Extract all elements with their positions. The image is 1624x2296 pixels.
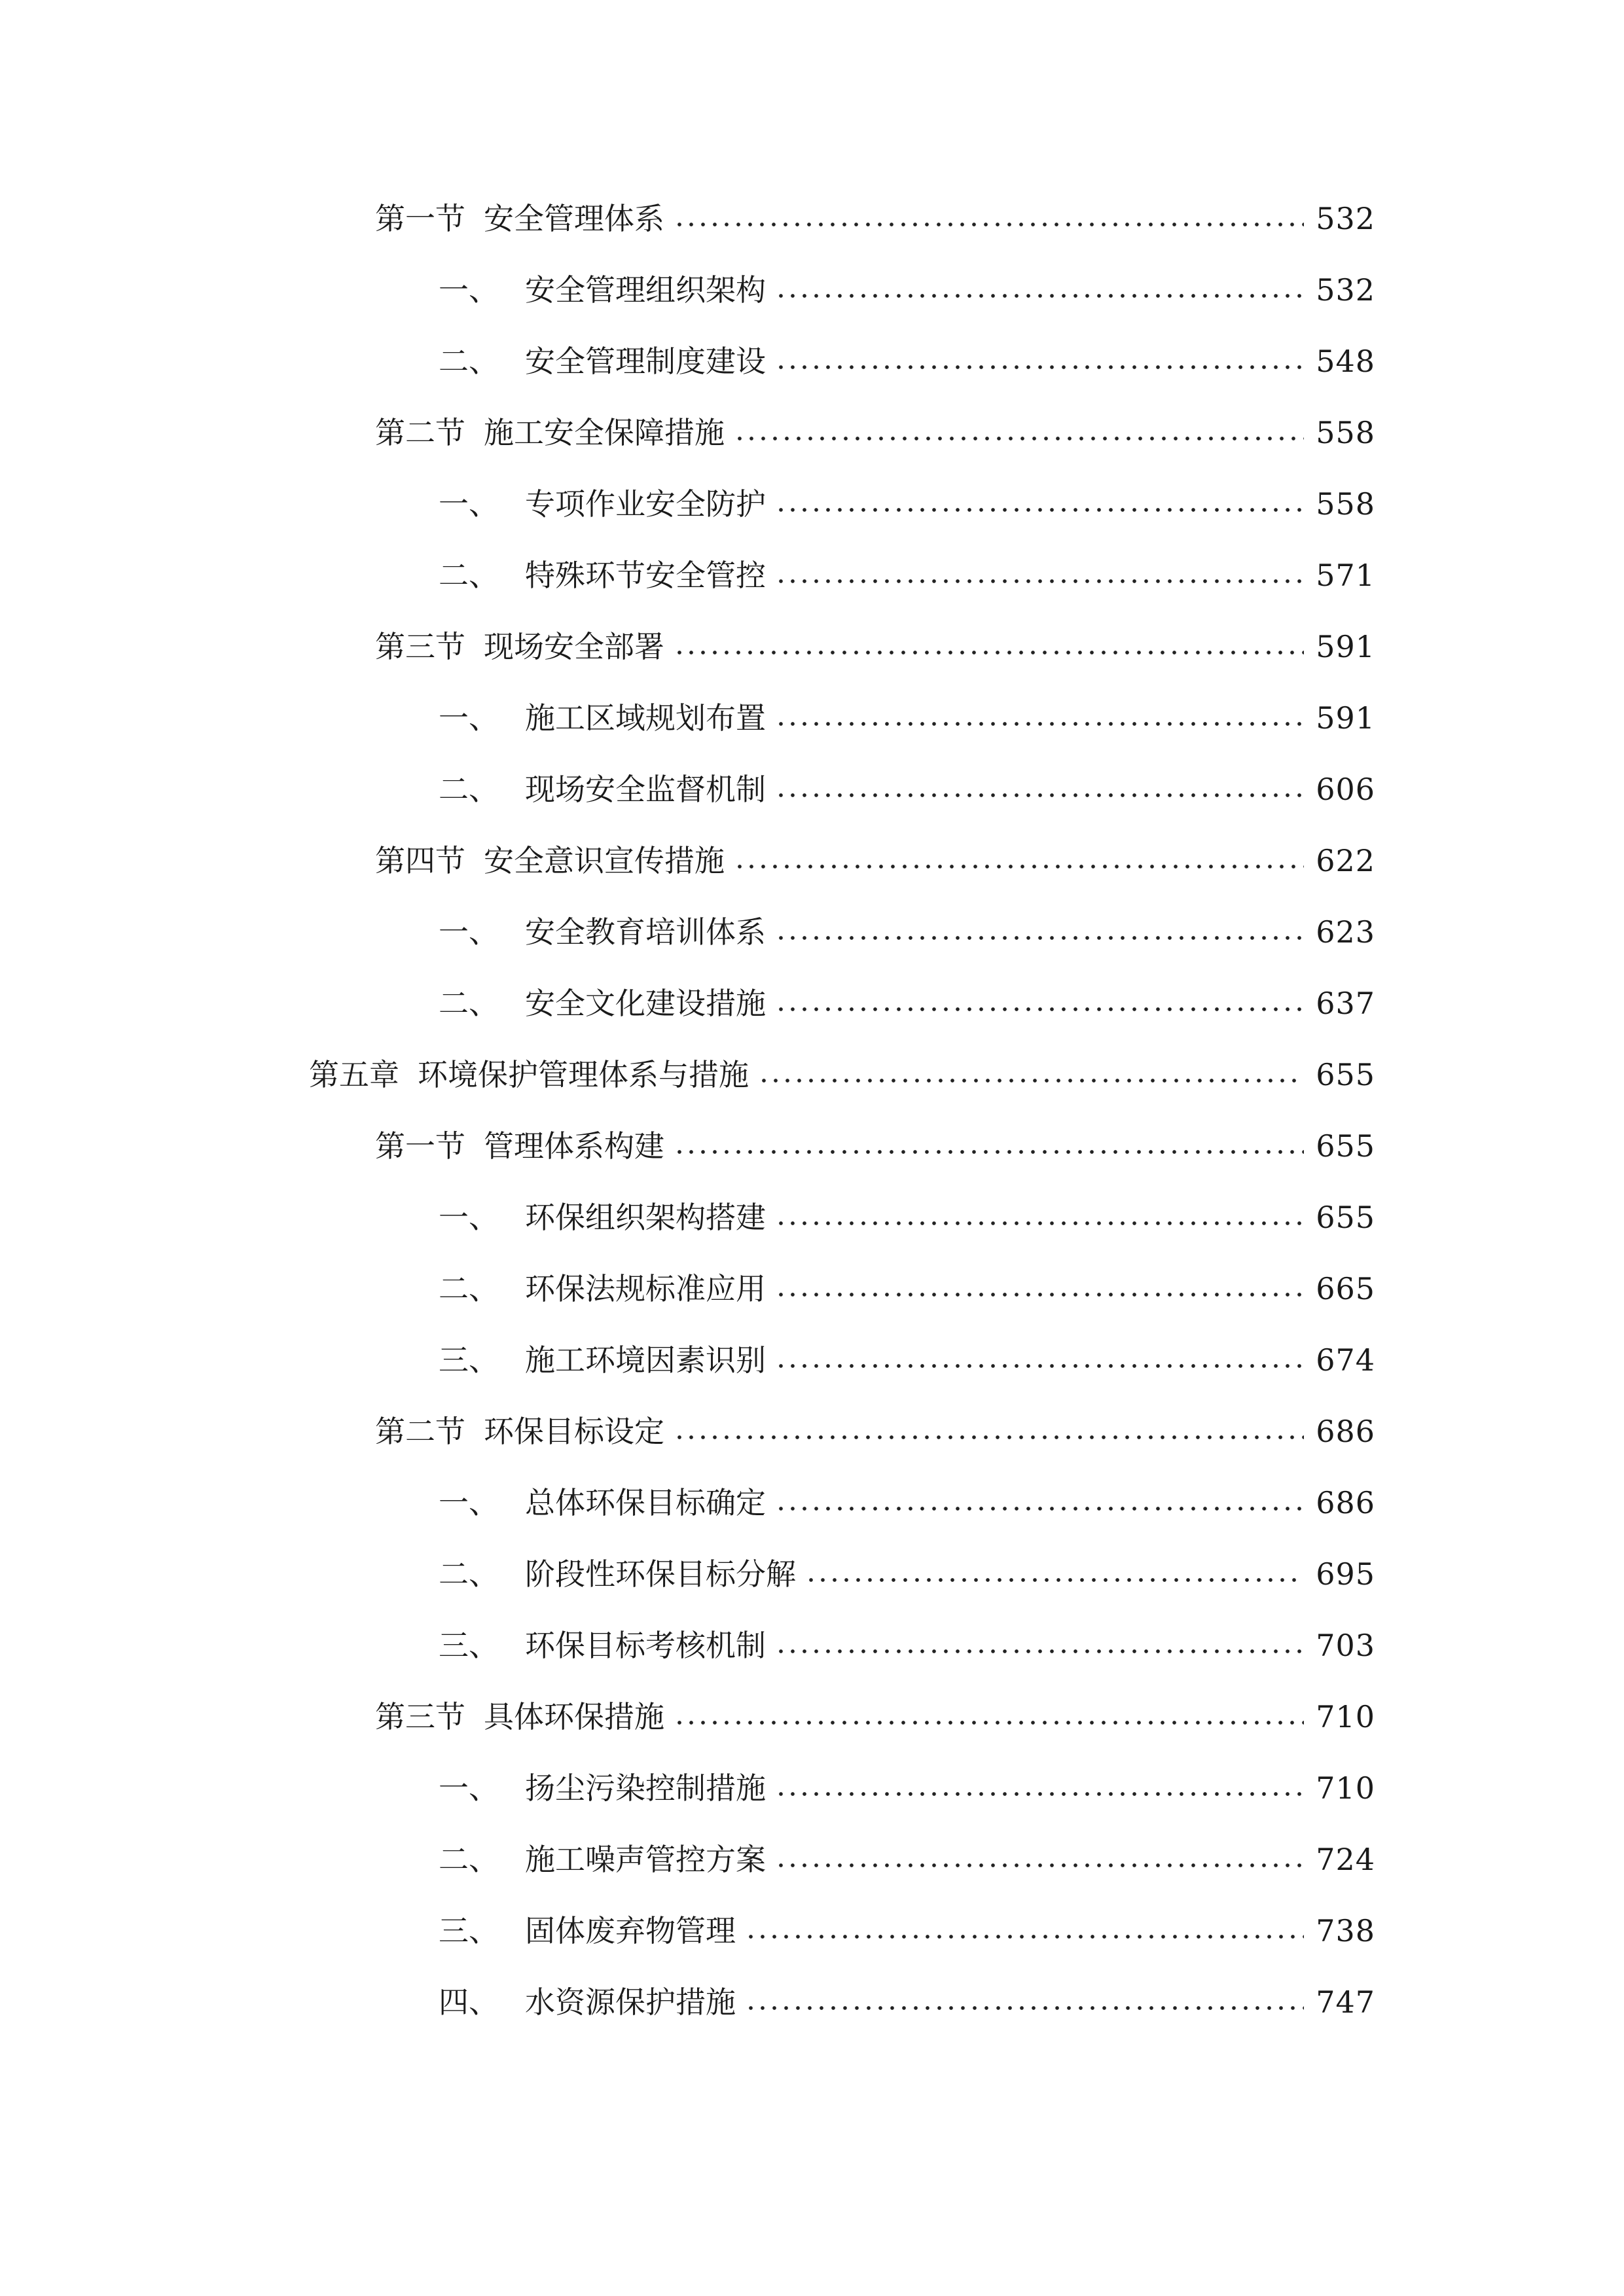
toc-entry-number: 第三节 xyxy=(375,1699,465,1734)
toc-entry-title: 扬尘污染控制措施 xyxy=(525,1770,766,1806)
dot-leader xyxy=(775,549,1304,601)
toc-entry-page: 548 xyxy=(1316,344,1375,379)
dot-leader xyxy=(775,478,1304,530)
toc-entry[interactable] xyxy=(439,1905,1375,1957)
toc-entry-number: 第三节 xyxy=(375,629,465,664)
toc-entry-title: 现场安全部署 xyxy=(484,629,664,664)
toc-entry-number: 第四节 xyxy=(375,843,465,878)
toc-entry-title: 施工噪声管控方案 xyxy=(525,1842,766,1877)
toc-entry-number: 三、 xyxy=(439,1628,499,1663)
toc-entry-page: 655 xyxy=(1316,1200,1375,1235)
toc-entry[interactable] xyxy=(309,1049,1375,1101)
toc-entry-row xyxy=(0,1120,1624,1172)
toc-entry-number: 二、 xyxy=(439,1556,499,1592)
toc-entry-row xyxy=(0,1833,1624,1886)
toc-entry[interactable] xyxy=(439,1191,1375,1244)
toc-entry-number: 四、 xyxy=(439,1984,499,2020)
toc-entry-page: 606 xyxy=(1316,772,1375,807)
toc-entry-title: 阶段性环保目标分解 xyxy=(525,1556,796,1592)
toc-entry-page: 686 xyxy=(1316,1414,1375,1449)
toc-entry-number: 二、 xyxy=(439,344,499,379)
dot-leader xyxy=(775,1833,1304,1886)
toc-entry-title: 现场安全监督机制 xyxy=(525,772,766,807)
dot-leader xyxy=(734,406,1304,459)
toc-entry[interactable] xyxy=(439,478,1375,530)
toc-entry-row xyxy=(0,1691,1624,1743)
toc-entry-title: 环保组织架构搭建 xyxy=(525,1200,766,1235)
toc-entry[interactable] xyxy=(375,620,1375,673)
toc-entry[interactable] xyxy=(439,906,1375,958)
toc-entry-title: 安全管理组织架构 xyxy=(525,272,766,308)
toc-entry-row xyxy=(0,1548,1624,1600)
toc-entry-row xyxy=(0,692,1624,744)
dot-leader xyxy=(775,763,1304,816)
toc-entry-page: 637 xyxy=(1316,986,1375,1021)
toc-entry-row xyxy=(0,620,1624,673)
toc-entry-row xyxy=(0,1049,1624,1101)
dot-leader xyxy=(775,1619,1304,1672)
toc-entry-title: 特殊环节安全管控 xyxy=(525,558,766,593)
toc-entry-number: 一、 xyxy=(439,272,499,308)
toc-entry-row xyxy=(0,1976,1624,2028)
toc-entry-page: 558 xyxy=(1316,415,1375,450)
toc-entry-page: 558 xyxy=(1316,486,1375,522)
toc-entry-page: 665 xyxy=(1316,1271,1375,1306)
toc-entry-number: 第一节 xyxy=(375,201,465,236)
toc-entry[interactable] xyxy=(439,1263,1375,1315)
toc-entry-number: 一、 xyxy=(439,486,499,522)
toc-entry-row xyxy=(0,1905,1624,1957)
dot-leader xyxy=(775,264,1304,316)
toc-entry[interactable] xyxy=(375,1120,1375,1172)
toc-entry-row xyxy=(0,1477,1624,1529)
toc-entry[interactable] xyxy=(439,1976,1375,2028)
toc-entry-title: 安全管理体系 xyxy=(484,201,664,236)
dot-leader xyxy=(775,1334,1304,1386)
toc-entry-number: 一、 xyxy=(439,914,499,950)
toc-entry-number: 一、 xyxy=(439,1485,499,1520)
toc-entry-number: 第一节 xyxy=(375,1128,465,1164)
dot-leader xyxy=(775,692,1304,744)
toc-entry-title: 管理体系构建 xyxy=(484,1128,664,1164)
dot-leader xyxy=(775,1477,1304,1529)
toc-entry-title: 施工安全保障措施 xyxy=(484,415,725,450)
toc-entry-page: 571 xyxy=(1316,558,1375,593)
toc-entry-page: 695 xyxy=(1316,1556,1375,1592)
toc-entry-row xyxy=(0,906,1624,958)
toc-entry-title: 环保目标设定 xyxy=(484,1414,664,1449)
toc-entry-row xyxy=(0,834,1624,887)
dot-leader xyxy=(674,1120,1304,1172)
toc-entry-title: 环保法规标准应用 xyxy=(525,1271,766,1306)
toc-entry-number: 二、 xyxy=(439,772,499,807)
toc-entry-number: 二、 xyxy=(439,1842,499,1877)
toc-entry[interactable] xyxy=(375,1405,1375,1458)
dot-leader xyxy=(734,834,1304,887)
toc-entry-number: 三、 xyxy=(439,1913,499,1948)
toc-entry-page: 710 xyxy=(1316,1699,1375,1734)
toc-entry[interactable] xyxy=(439,977,1375,1030)
toc-entry-page: 738 xyxy=(1316,1913,1375,1948)
toc-entry-title: 安全意识宣传措施 xyxy=(484,843,725,878)
toc-entry-row xyxy=(0,264,1624,316)
toc-entry[interactable] xyxy=(439,763,1375,816)
toc-entry-number: 二、 xyxy=(439,558,499,593)
dot-leader xyxy=(775,1191,1304,1244)
toc-entry-row xyxy=(0,1405,1624,1458)
toc-entry-title: 施工区域规划布置 xyxy=(525,700,766,736)
toc-entry[interactable] xyxy=(439,1833,1375,1886)
toc-entry-number: 第二节 xyxy=(375,415,465,450)
toc-entry-page: 686 xyxy=(1316,1485,1375,1520)
dot-leader xyxy=(775,1263,1304,1315)
toc-entry[interactable] xyxy=(375,406,1375,459)
toc-entry-title: 水资源保护措施 xyxy=(525,1984,736,2020)
toc-entry-page: 703 xyxy=(1316,1628,1375,1663)
toc-entry-row xyxy=(0,1762,1624,1814)
toc-entry-row xyxy=(0,1334,1624,1386)
toc-entry[interactable] xyxy=(375,834,1375,887)
toc-entry-row xyxy=(0,763,1624,816)
dot-leader xyxy=(775,906,1304,958)
dot-leader xyxy=(674,1405,1304,1458)
toc-entry[interactable] xyxy=(439,549,1375,601)
toc-entry-page: 591 xyxy=(1316,700,1375,736)
toc-entry[interactable] xyxy=(439,1619,1375,1672)
toc-entry-title: 具体环保措施 xyxy=(484,1699,664,1734)
toc-entry-page: 674 xyxy=(1316,1342,1375,1378)
dot-leader xyxy=(674,620,1304,673)
toc-entry-title: 固体废弃物管理 xyxy=(525,1913,736,1948)
toc-entry-page: 623 xyxy=(1316,914,1375,950)
toc-entry-row xyxy=(0,549,1624,601)
toc-entry-page: 724 xyxy=(1316,1842,1375,1877)
toc-entry[interactable] xyxy=(439,264,1375,316)
dot-leader xyxy=(758,1049,1304,1101)
toc-entry-row xyxy=(0,1263,1624,1315)
toc-entry-number: 二、 xyxy=(439,1271,499,1306)
toc-entry-page: 655 xyxy=(1316,1057,1375,1092)
toc-entry-number: 三、 xyxy=(439,1342,499,1378)
toc-entry-number: 一、 xyxy=(439,700,499,736)
toc-entry[interactable] xyxy=(375,192,1375,245)
toc-entry-page: 655 xyxy=(1316,1128,1375,1164)
toc-entry-page: 622 xyxy=(1316,843,1375,878)
toc-entry-number: 第二节 xyxy=(375,1414,465,1449)
dot-leader xyxy=(775,1762,1304,1814)
toc-entry-title: 安全教育培训体系 xyxy=(525,914,766,950)
toc-entry-number: 一、 xyxy=(439,1770,499,1806)
dot-leader xyxy=(745,1976,1304,2028)
toc-entry[interactable] xyxy=(439,1334,1375,1386)
toc-entry[interactable] xyxy=(439,1477,1375,1529)
toc-entry-page: 532 xyxy=(1316,201,1375,236)
toc-entry-number: 一、 xyxy=(439,1200,499,1235)
toc-entry-title: 专项作业安全防护 xyxy=(525,486,766,522)
toc-entry-row xyxy=(0,406,1624,459)
dot-leader xyxy=(745,1905,1304,1957)
dot-leader xyxy=(775,977,1304,1030)
toc-entry-row xyxy=(0,335,1624,387)
toc-entry[interactable] xyxy=(439,1548,1375,1600)
toc-entry[interactable] xyxy=(439,1762,1375,1814)
toc-entry-title: 环保目标考核机制 xyxy=(525,1628,766,1663)
toc-entry-row xyxy=(0,192,1624,245)
toc-entry[interactable] xyxy=(439,335,1375,387)
toc-entry-title: 环境保护管理体系与措施 xyxy=(418,1057,749,1092)
dot-leader xyxy=(775,335,1304,387)
toc-entry-page: 532 xyxy=(1316,272,1375,308)
toc-entry-title: 安全管理制度建设 xyxy=(525,344,766,379)
toc-entry-page: 747 xyxy=(1316,1984,1375,2020)
dot-leader xyxy=(674,192,1304,245)
toc-entry-title: 安全文化建设措施 xyxy=(525,986,766,1021)
toc-entry-row xyxy=(0,977,1624,1030)
toc-entry[interactable] xyxy=(439,692,1375,744)
toc-entry-title: 总体环保目标确定 xyxy=(525,1485,766,1520)
toc-entry-number: 第五章 xyxy=(309,1057,399,1092)
toc-entry[interactable] xyxy=(375,1691,1375,1743)
dot-leader xyxy=(674,1691,1304,1743)
toc-entry-row xyxy=(0,1619,1624,1672)
toc-entry-title: 施工环境因素识别 xyxy=(525,1342,766,1378)
toc-entry-page: 710 xyxy=(1316,1770,1375,1806)
dot-leader xyxy=(805,1548,1304,1600)
toc-entry-row xyxy=(0,1191,1624,1244)
toc-entry-number: 二、 xyxy=(439,986,499,1021)
toc-entry-page: 591 xyxy=(1316,629,1375,664)
toc-entry-row xyxy=(0,478,1624,530)
